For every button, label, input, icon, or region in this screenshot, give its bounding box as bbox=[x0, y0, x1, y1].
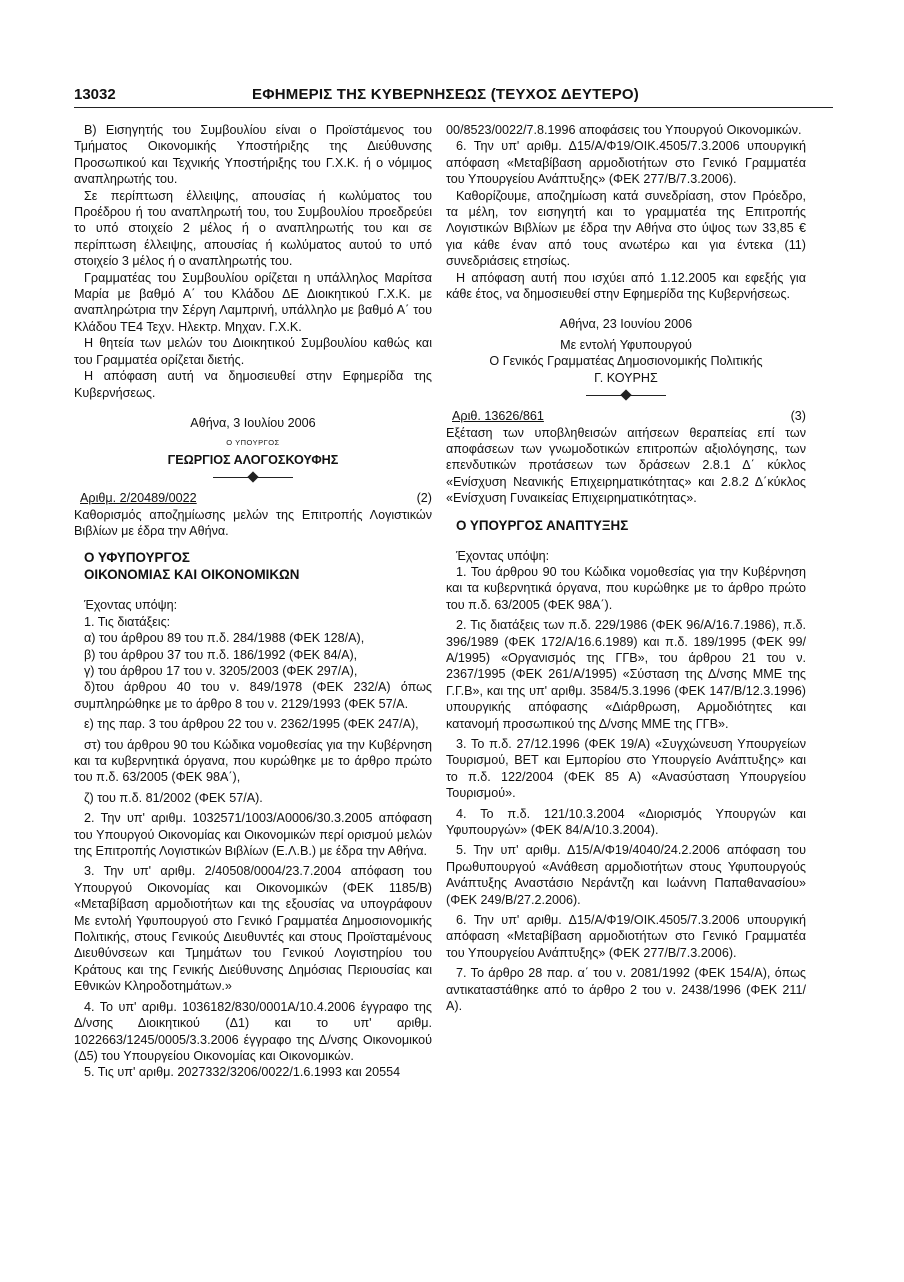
paragraph: Η θητεία των μελών του Διοικητικού Συμβουλίου καθώς και του Γραμματέα ορίζεται διετής. bbox=[74, 336, 432, 367]
diamond-icon bbox=[620, 389, 631, 400]
paragraph: Β) Εισηγητής του Συμβουλίου είναι ο Προϊστάμενος του Τμήματος Οικονομικής Υποστήριξης της Διεύθυνσης Προσωπικού και Τεχνικής Υποστήριξης του Γ.Χ.Κ. ή ο νόμιμος αναπληρωτής του. bbox=[74, 123, 432, 187]
right-column bbox=[446, 122, 806, 1015]
list-item: ε) της παρ. 3 του άρθρου 22 του ν. 2362/1995 (ΦΕΚ 247/Α), bbox=[84, 717, 419, 732]
heading-line: ΟΙΚΟΝΟΜΙΑΣ ΚΑΙ ΟΙΚΟΝΟΜΙΚΩΝ bbox=[84, 567, 300, 583]
page-number: 13032 bbox=[74, 86, 116, 103]
paragraph: 00/8523/0022/7.8.1996 αποφάσεις του Υπουργού Οικονομικών. bbox=[446, 123, 802, 137]
list-item: 3. Το π.δ. 27/12.1996 (ΦΕΚ 19/Α) «Συγχώνευση Υπουργείων Τουρισμού, ΒΕΤ και Εμπορίου στο Υπουργείο Ανάπτυξης» και το π.δ. 122/2004 (ΦΕΚ 85 Α) «Ανασύσταση Υπουργείου Τουρισμού». bbox=[446, 737, 806, 801]
decision-header bbox=[446, 408, 806, 424]
list-item: 7. Το άρθρο 28 παρ. α΄ του ν. 2081/1992 (ΦΕΚ 154/Α), όπως αντικαταστάθηκε από το άρθρο 2 του ν. 2438/1996 (ΦΕΚ 211/Α). bbox=[446, 966, 806, 1014]
section-divider bbox=[213, 472, 293, 484]
list-item: 1. Τις διατάξεις: bbox=[84, 614, 171, 629]
page-header bbox=[74, 86, 833, 108]
signer-line: Ο Γενικός Γραμματέας Δημοσιονομικής Πολιτικής bbox=[489, 354, 763, 369]
list-item: 5. Τις υπ' αριθμ. 2027332/3206/0022/1.6.1993 και 20554 bbox=[84, 1065, 401, 1080]
decision-subject: Καθορισμός αποζημίωσης μελών της Επιτροπής Λογιστικών Βιβλίων με έδρα την Αθήνα. bbox=[74, 507, 432, 538]
paragraph: Σε περίπτωση έλλειψης, απουσίας ή κωλύματος του Προέδρου ή του αναπληρωτή του, του Συμβουλίου προεδρεύει το υπό στοιχείο 2 μέλος ή ο αναπληρωτής του και σε περίπτωση έλλειψης, απουσίας ή κωλύματος αυτού το υπό στοιχείο 3 μέλος ή ο αναπληρωτής του. bbox=[74, 188, 432, 269]
paragraph: Η απόφαση αυτή να δημοσιευθεί στην Εφημερίδα της Κυβερνήσεως. bbox=[74, 369, 432, 400]
diamond-icon bbox=[247, 471, 258, 482]
decision-number: Αριθ. 13626/861 bbox=[452, 409, 544, 424]
decision-index: (2) bbox=[416, 491, 432, 506]
decision-number: Αριθμ. 2/20489/0022 bbox=[80, 491, 197, 506]
paragraph: Καθορίζουμε, αποζημίωση κατά συνεδρίαση, στον Πρόεδρο, τα μέλη, τον εισηγητή και το γραμματέα της Επιτροπής Λογιστικών Βιβλίων με έδρα την Αθήνα στο ύψος των 33,85 € για κάθε έναν από τους ανωτέρω και για έντεκα (11) συνεδριάσεις ετησίως. bbox=[446, 188, 806, 269]
list-item: 5. Την υπ' αριθμ. Δ15/Α/Φ19/4040/24.2.2006 απόφαση του Πρωθυπουργού «Ανάθεση αρμοδιοτήτων στους Υφυπουργούς Ανάπτυξης Αναστάσιο Νεράντζη και Ιωάννη Παπαθανασίου» (ΦΕΚ 249/Β/27.2.2006). bbox=[446, 843, 806, 907]
signer-title: Ο ΥΠΟΥΡΓΟΣ bbox=[226, 438, 280, 448]
heading-line: Ο ΥΠΟΥΡΓΟΣ ΑΝΑΠΤΥΞΗΣ bbox=[456, 517, 629, 533]
signer-name: ΓΕΩΡΓΙΟΣ ΑΛΟΓΟΣΚΟΥΦΗΣ bbox=[167, 452, 339, 467]
list-item: 4. Το υπ' αριθμ. 1036182/830/0001Α/10.4.2006 έγγραφο της Δ/νσης Διοικητικού (Δ1) και το υπ' αριθμ. 1022663/1245/0005/3.3.2006 έγγραφο της Δ/νσης Οικονομικού (Δ5) του Υπουργείου Οικονομίας και Οικονομικών. bbox=[74, 999, 432, 1063]
decision-index: (3) bbox=[790, 409, 806, 424]
paragraph: Γραμματέας του Συμβουλίου ορίζεται η υπάλληλος Μαρίτσα Μαρία με βαθμό Α΄ του Κλάδου ΔΕ Διοικητικού Γ.Χ.Κ. με αναπληρώτρια την Σέργη Λαμπρινή, υπάλληλο με βαθμό Α΄ του Κλάδου ΤΕ4 Τεχν. Ηλεκτρ. Μηχαν. Γ.Χ.Κ. bbox=[74, 270, 432, 334]
list-item: β) του άρθρου 37 του π.δ. 186/1992 (ΦΕΚ 84/Α), bbox=[84, 647, 358, 662]
list-item: γ) του άρθρου 17 του ν. 3205/2003 (ΦΕΚ 297/Α), bbox=[84, 663, 358, 678]
list-item: α) του άρθρου 89 του π.δ. 284/1988 (ΦΕΚ 128/Α), bbox=[84, 631, 365, 646]
decision-header bbox=[74, 490, 432, 506]
running-title: ΕΦΗΜΕΡΙΣ ΤΗΣ ΚΥΒΕΡΝΗΣΕΩΣ (ΤΕΥΧΟΣ ΔΕΥΤΕΡΟ) bbox=[252, 86, 639, 103]
authority-heading bbox=[446, 517, 806, 534]
list-item: 3. Την υπ' αριθμ. 2/40508/0004/23.7.2004 απόφαση του Υπουργού Οικονομίας και Οικονομικών (ΦΕΚ 1185/Β) «Μεταβίβαση αρμοδιοτήτων και της εξουσίας να υπογράφουν Με εντολή Υφυπουργού στο Γενικό Γραμματέα Δημοσιονομικής Πολιτικής, στους Γενικούς Διευθυντές και στους Προϊσταμένους Διευθύνσεων και Τμημάτων του Γενικού Λογιστηρίου του Κράτους και της Γενικής Διεύθυνσης Δημόσιας Περιουσίας και Εθνικών Κληροδοτημάτων.» bbox=[74, 864, 432, 994]
decision-subject: Εξέταση των υποβληθεισών αιτήσεων θεραπείας επί των αποφάσεων των γνωμοδοτικών επιτροπών αξιολόγησης, των επενδυτικών προτάσεων των δράσεων 2.8.1 Δ΄ κύκλος «Ενίσχυση Νεανικής Επιχειρηματικότητας» και 2.8.2 Δ΄κύκλος «Ενίσχυση Γυναικείας Επιχειρηματικότητας». bbox=[446, 425, 806, 506]
list-item: 6. Την υπ' αριθμ. Δ15/Α/Φ19/ΟΙΚ.4505/7.3.2006 υπουργική απόφαση «Μεταβίβαση αρμοδιοτήτων στο Γενικό Γραμματέα του Υπουργείου Ανάπτυξης» (ΦΕΚ 277/Β/7.3.2006). bbox=[446, 139, 806, 187]
authority-heading bbox=[74, 549, 432, 583]
list-item: 4. Το π.δ. 121/10.3.2004 «Διορισμός Υπουργών και Υφυπουργών» (ΦΕΚ 84/Α/10.3.2004). bbox=[446, 806, 806, 838]
list-item: δ)του άρθρου 40 του ν. 849/1978 (ΦΕΚ 232/Α) όπως συμπληρώθηκε με το άρθρο 8 του ν. 2129/1993 (ΦΕΚ 57/Α. bbox=[74, 680, 432, 711]
place-date: Αθήνα, 23 Ιουνίου 2006 bbox=[559, 317, 693, 332]
paragraph: Η απόφαση αυτή που ισχύει από 1.12.2005 και εφεξής για κάθε έτος, να δημοσιευθεί στην Εφημερίδα της Κυβερνήσεως. bbox=[446, 270, 806, 302]
list-item: 1. Του άρθρου 90 του Κώδικα νομοθεσίας για την Κυβέρνηση και τα κυβερνητικά όργανα, που κυρώθηκε με το άρθρο πρώτο του π.δ. 63/2005 (ΦΕΚ 98Α΄). bbox=[446, 564, 806, 612]
section-divider bbox=[586, 390, 666, 402]
list-item: 2. Την υπ' αριθμ. 1032571/1003/Α0006/30.3.2005 απόφαση του Υπουργού Οικονομίας και Οικονομικών περί ορισμού μελών της Επιτροπής Λογιστικών Βιβλίων (Ε.Λ.Β.) με έδρα την Αθήνα. bbox=[74, 811, 432, 859]
list-item: ζ) του π.δ. 81/2002 (ΦΕΚ 57/Α). bbox=[84, 790, 263, 805]
left-column bbox=[74, 122, 432, 1081]
list-item: 6. Την υπ' αριθμ. Δ15/Α/Φ19/ΟΙΚ.4505/7.3.2006 υπουργική απόφαση «Μεταβίβαση αρμοδιοτήτων στο Γενικό Γραμματέα του Υπουργείου Ανάπτυξης» (ΦΕΚ 277/Β/7.3.2006). bbox=[446, 913, 806, 960]
place-date: Αθήνα, 3 Ιουλίου 2006 bbox=[190, 415, 316, 430]
having-regard: Έχοντας υπόψη: bbox=[84, 598, 178, 613]
signer-name: Γ. ΚΟΥΡΗΣ bbox=[594, 370, 658, 385]
list-item: στ) του άρθρου 90 του Κώδικα νομοθεσίας για την Κυβέρνηση και τα κυβερνητικά όργανα, που κυρώθηκε με το άρθρο πρώτο του π.δ. 63/2005 (ΦΕΚ 98Α΄), bbox=[74, 737, 432, 785]
signer-line: Με εντολή Υφυπουργού bbox=[560, 337, 692, 352]
heading-line: Ο ΥΦΥΠΟΥΡΓΟΣ bbox=[84, 550, 190, 566]
list-item: 2. Τις διατάξεις των π.δ. 229/1986 (ΦΕΚ 96/Α/16.7.1986), π.δ. 396/1989 (ΦΕΚ 172/Α/16.6.1989) και π.δ. 189/1995 (ΦΕΚ 99/Α/1995) «Οργανισμός της ΓΓΒ», του άρθρου 21 του ν. 2367/1995 (ΦΕΚ 261/Α/1995) «Σύσταση της Δ/νσης ΜΜΕ της Γ.Γ.Β», και της υπ' αριθμ. 3584/5.3.1996 (ΦΕΚ 147/Β/12.3.1996) υπουργικής απόφασης «Διάρθρωση, Αρμοδιότητες και κατανομή προσωπικού της Δ/νσης ΜΜΕ της ΓΓΒ». bbox=[446, 618, 806, 731]
having-regard: Έχοντας υπόψη: bbox=[456, 548, 550, 563]
